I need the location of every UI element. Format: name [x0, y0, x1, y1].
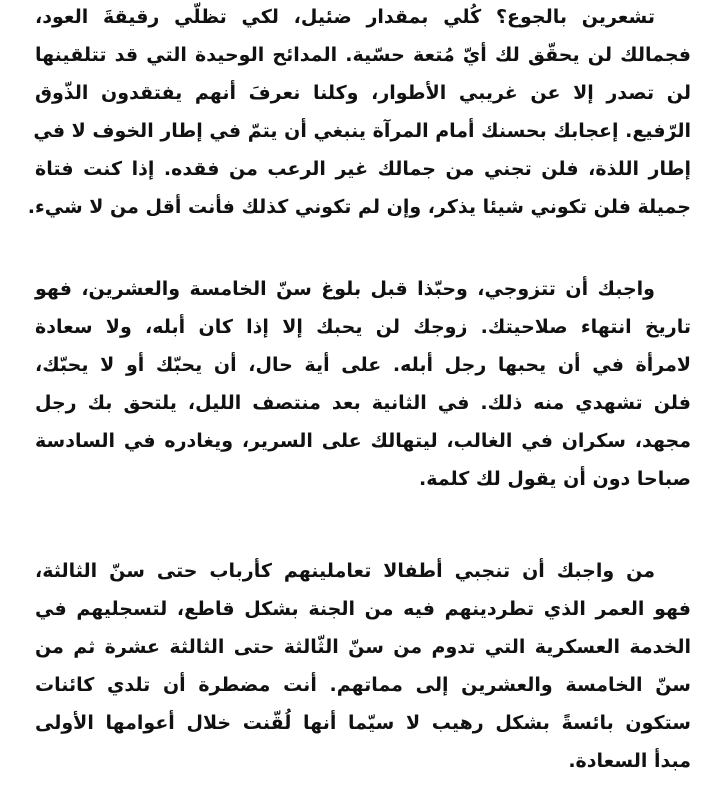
text-line: الرّفيع. إعجابك بحسنك أمام المرآة ينبغي أن يتمّ في إطار الخوف لا في [33, 120, 691, 142]
text-line: لامرأة في أن يحبها رجل أبله. على أية حال، أن يحبّك أو لا يحبّك، [35, 354, 691, 376]
text-line: من واجبك أن تنجبي أطفالا تعاملينهم كأرباب حتى سنّ الثالثة، [35, 560, 655, 582]
paragraph-2 [35, 270, 691, 498]
paragraph-1 [27, 0, 691, 226]
text-line: صباحا دون أن يقول لك كلمة. [419, 468, 691, 490]
text-line: مبدأ السعادة. [568, 750, 691, 772]
text-line: فلن تشهدي منه ذلك. في الثانية بعد منتصف الليل، يلتحق بك رجل [35, 392, 691, 414]
text-line: مجهد، سكران في الغالب، ليتهالك على السرير، ويغادره في السادسة [35, 430, 691, 452]
text-line: فجمالك لن يحقّق لك أيّ مُتعة حسّية. المدائح الوحيدة التي قد تتلقينها [35, 44, 691, 66]
paragraph-3 [35, 552, 691, 780]
text-line: جميلة فلن تكوني شيئا يذكر، وإن لم تكوني كذلك فأنت أقل من لا شيء. [27, 196, 691, 218]
text-line: إطار اللذة، فلن تجني من جمالك غير الرعب من فقده. إذا كنت فتاة [35, 158, 691, 180]
text-line: ستكون بائسةً بشكل رهيب لا سيّما أنها لُقّنت خلال أعوامها الأولى [35, 712, 691, 734]
text-line: سنّ الخامسة والعشرين إلى مماتهم. أنت مضطرة أن تلدي كائنات [35, 674, 691, 696]
text-line: لن تصدر إلا عن غريبي الأطوار، وكلنا نعرفَ أنهم يفتقدون الذّوق [35, 82, 691, 104]
text-line: تاريخ انتهاء صلاحيتك. زوجك لن يحبك إلا إذا كان أبله، ولا سعادة [35, 316, 691, 338]
text-line: فهو العمر الذي تطردينهم فيه من الجنة بشكل قاطع، لتسجليهم في [35, 598, 691, 620]
text-line: تشعرين بالجوع؟ كُلي بمقدار ضئيل، لكي تظلّي رقيقةَ العود، [35, 6, 655, 28]
text-line: واجبك أن تتزوجي، وحبّذا قبل بلوغ سنّ الخامسة والعشرين، فهو [35, 278, 655, 300]
text-line: الخدمة العسكرية التي تدوم من سنّ الثّالثة حتى الثالثة عشرة ثم من [35, 636, 691, 658]
